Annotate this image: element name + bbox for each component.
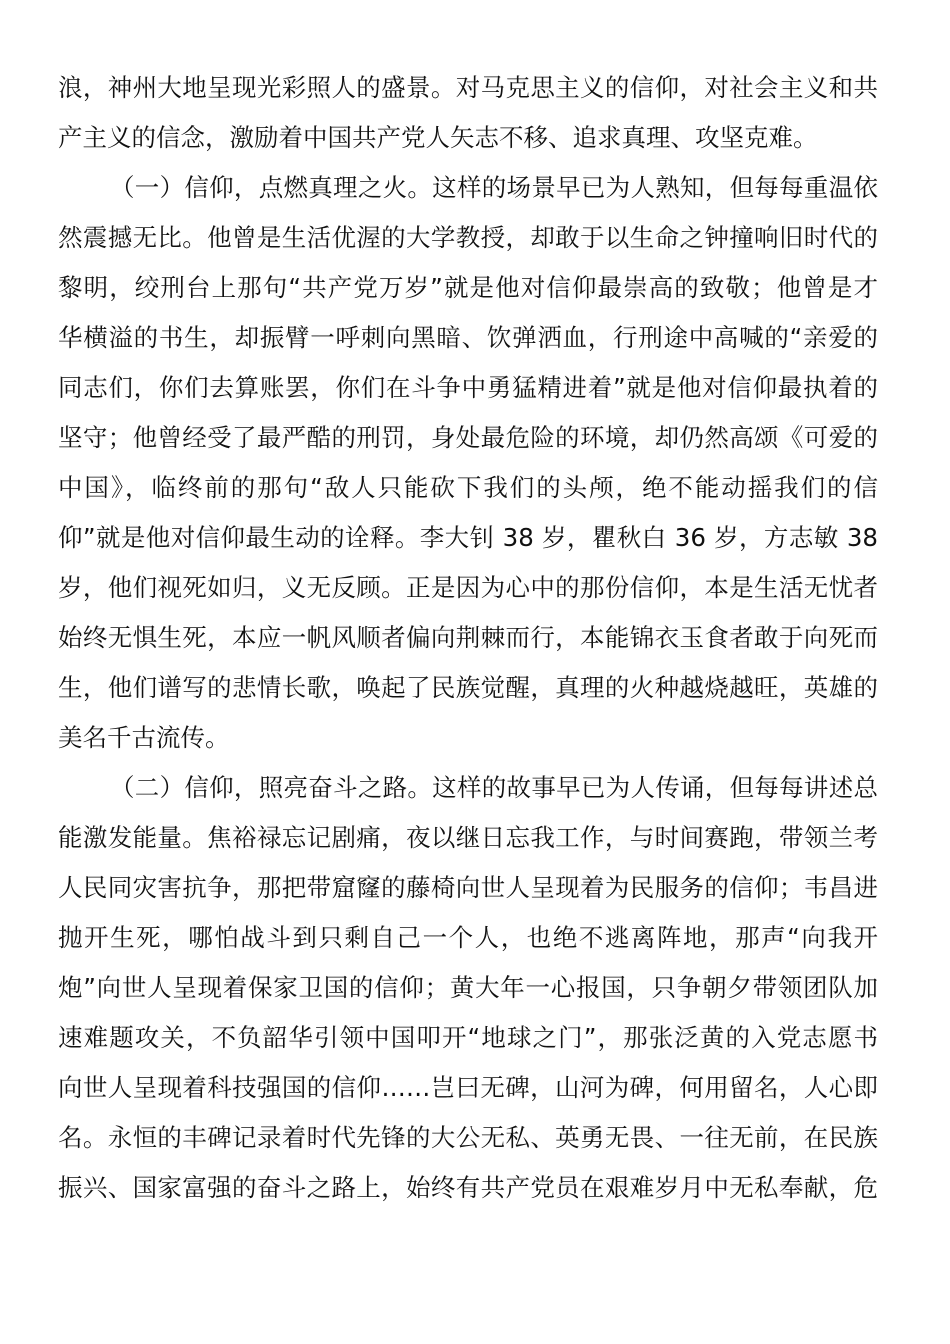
text-line: 中国》，临终前的那句“敌人只能砍下我们的头颅，绝不能动摇我们的信 [58, 473, 878, 502]
text-line: 始终无惧生死，本应一帆风顺者偏向荆棘而行，本能锦衣玉食者敢于向死而 [58, 623, 878, 652]
text-line: 速难题攻关，不负韶华引领中国叩开“地球之门”，那张泛黄的入党志愿书 [58, 1023, 878, 1052]
text-line: 人民同灾害抗争，那把带窟窿的藤椅向世人呈现着为民服务的信仰；韦昌进 [58, 873, 878, 902]
paragraph-heading-line: （一）信仰，点燃真理之火。这样的场景早已为人熟知，但每每重温依 [110, 173, 878, 202]
text-line: 振兴、国家富强的奋斗之路上，始终有共产党员在艰难岁月中无私奉献，危 [58, 1173, 878, 1202]
text-line: 产主义的信念，激励着中国共产党人矢志不移、追求真理、攻坚克难。 [58, 123, 818, 152]
text-line: 向世人呈现着科技强国的信仰……岂曰无碑，山河为碑，何用留名，人心即 [58, 1073, 878, 1102]
text-line: 生，他们谱写的悲情长歌，唤起了民族觉醒，真理的火种越烧越旺，英雄的 [58, 673, 878, 702]
text-line: 同志们，你们去算账罢，你们在斗争中勇猛精进着”就是他对信仰最执着的 [58, 373, 878, 402]
text-line: 浪，神州大地呈现光彩照人的盛景。对马克思主义的信仰，对社会主义和共 [58, 73, 878, 102]
text-line: 抛开生死，哪怕战斗到只剩自己一个人，也绝不逃离阵地，那声“向我开 [58, 923, 878, 952]
text-line: 坚守；他曾经受了最严酷的刑罚，身处最危险的环境，却仍然高颂《可爱的 [58, 423, 878, 452]
text-line: 黎明，绞刑台上那句“共产党万岁”就是他对信仰最崇高的致敬；他曾是才 [58, 273, 878, 302]
text-line: 名。永恒的丰碑记录着时代先锋的大公无私、英勇无畏、一往无前，在民族 [58, 1123, 878, 1152]
text-line: 美名千古流传。 [58, 723, 230, 752]
text-line: 岁，他们视死如归，义无反顾。正是因为心中的那份信仰，本是生活无忧者 [58, 573, 878, 602]
paragraph-heading-line: （二）信仰，照亮奋斗之路。这样的故事早已为人传诵，但每每讲述总 [110, 773, 878, 802]
text-line: 能激发能量。焦裕禄忘记剧痛，夜以继日忘我工作，与时间赛跑，带领兰考 [58, 823, 878, 852]
text-line: 华横溢的书生，却振臂一呼刺向黑暗、饮弹洒血，行刑途中高喊的“亲爱的 [58, 323, 878, 352]
text-line: 然震撼无比。他曾是生活优渥的大学教授，却敢于以生命之钟撞响旧时代的 [58, 223, 878, 252]
text-line: 仰”就是他对信仰最生动的诠释。李大钊 38 岁，瞿秋白 36 岁，方志敏 38 [58, 523, 878, 552]
text-line: 炮”向世人呈现着保家卫国的信仰；黄大年一心报国，只争朝夕带领团队加 [58, 973, 878, 1002]
